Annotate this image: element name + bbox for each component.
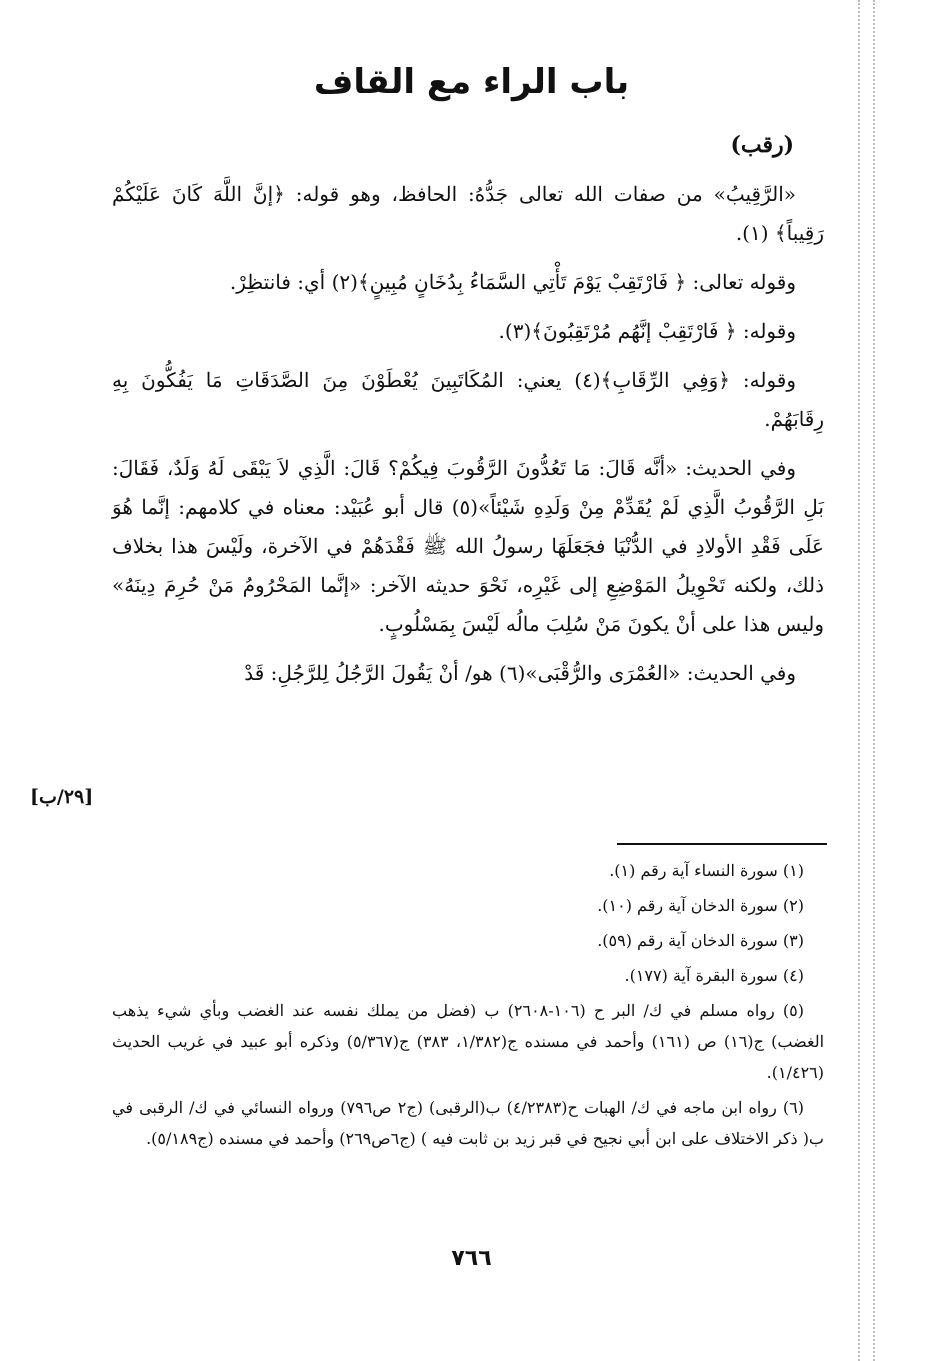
paragraph: وفي الحديث: «العُمْرَى والرُّقْبَى»(٦) هو/ أنْ يَقُولَ الرَّجُلُ لِلرَّجُلِ: قَدْ [244,661,796,685]
manuscript-folio-note: [٢٩/ب] [30,786,94,808]
entry-heading: (رقب) [730,132,794,158]
footnote: (١) سورة النساء آية رقم (١). [609,861,804,880]
chapter-title: باب الراء مع القاف [313,62,630,102]
footnote: (٣) سورة الدخان آية رقم (٥٩). [597,931,804,950]
paragraph: وفي الحديث: «أنَّه قَالَ: مَا تَعُدُّونَ الرَّقُوبَ فِيكُمْ؟ قَالَ: الَّذِي لاَ يَبْقَى لَهُ وَلَدٌ، فَقَالَ: بَلِ الرَّقُوبُ الَّذِي لَمْ يُقَدِّمْ مِنْ وَلَدِهِ شَيْئاً»(٥) قال أبو عُبَيْد: معناه في كلامهم: إنَّما هُوَ عَلَى فَقْدِ الأولادِ في الدُّنْيَا فجَعَلَهَا رسولُ الله ﷺ فَقْدَهُمْ في الآخرة، ولَيْسَ هذا بخلاف ذلك، ولكنه تَحْوِيلُ المَوْضِعِ إلى غَيْرِه، نَحْوَ حديثه الآخر: «إنَّما المَحْرُومُ مَنْ حُرِمَ دِينَهُ» وليس هذا على أنْ يكونَ مَنْ سُلِبَ مالُه لَيْسَ بِمَسْلُوبٍ. [112,456,824,636]
paragraph: «الرَّقِيبُ» من صفات الله تعالى جَدُّهُ: الحافظ، وهو قوله: ﴿إنَّ اللَّهَ كَانَ عَلَيْكُمْ رَقِيباً﴾ (١). [112,182,824,245]
footnote: (٤) سورة البقرة آية (١٧٧). [624,966,804,985]
paragraph: وقوله: ﴿ فَارْتَقِبْ إنَّهُم مُرْتَقِبُونَ﴾(٣). [498,319,796,343]
footnote: (٦) رواه ابن ماجه في ك/ الهبات ح(٤/٢٣٨٣) ب(الرقبى) (ج٢ ص٧٩٦) ورواه النسائي في ك/ الرقبى في ب( ذكر الاختلاف على ابن أبي نجيح في قبر زيد بن ثابت فيه ) (ج٦ص٢٦٩) وأحمد في مسنده (ج٥/١٨٩). [112,1098,824,1148]
paragraph: وقوله تعالى: ﴿ فَارْتَقِبْ يَوْمَ تَأْتِي السَّمَاءُ بِدُخَانٍ مُبِينٍ﴾(٢) أي: فانتظِرْ. [229,270,796,294]
footnote-separator [617,843,827,845]
paragraph: وقوله: ﴿وَفِي الرِّقَابِ﴾(٤) يعني: المُكَاتَبِينَ يُعْطَوْنَ مِنَ الصَّدَقَاتِ مَا يَفُكُّونَ بِهِ رِقَابَهُمْ. [112,368,824,431]
footnotes [112,855,824,1158]
scan-dotted-line [858,0,860,1361]
footnote: (٥) رواه مسلم في ك/ البر ح (١٠٦-٢٦٠٨) ب (فضل من يملك نفسه عند الغضب وبأي شيء يذهب الغضب) ج(١٦) ص (١٦١) وأحمد في مسنده ج(١/٣٨٢، ٣٨٣) ج(٥/٣٦٧) وذكره أبو عبيد في غريب الحديث (١/٤٢٦). [112,1001,825,1082]
scan-dotted-line [873,0,875,1361]
main-text [112,126,824,703]
footnote: (٢) سورة الدخان آية رقم (١٠). [597,896,804,915]
page-number: ٧٦٦ [451,1246,492,1271]
